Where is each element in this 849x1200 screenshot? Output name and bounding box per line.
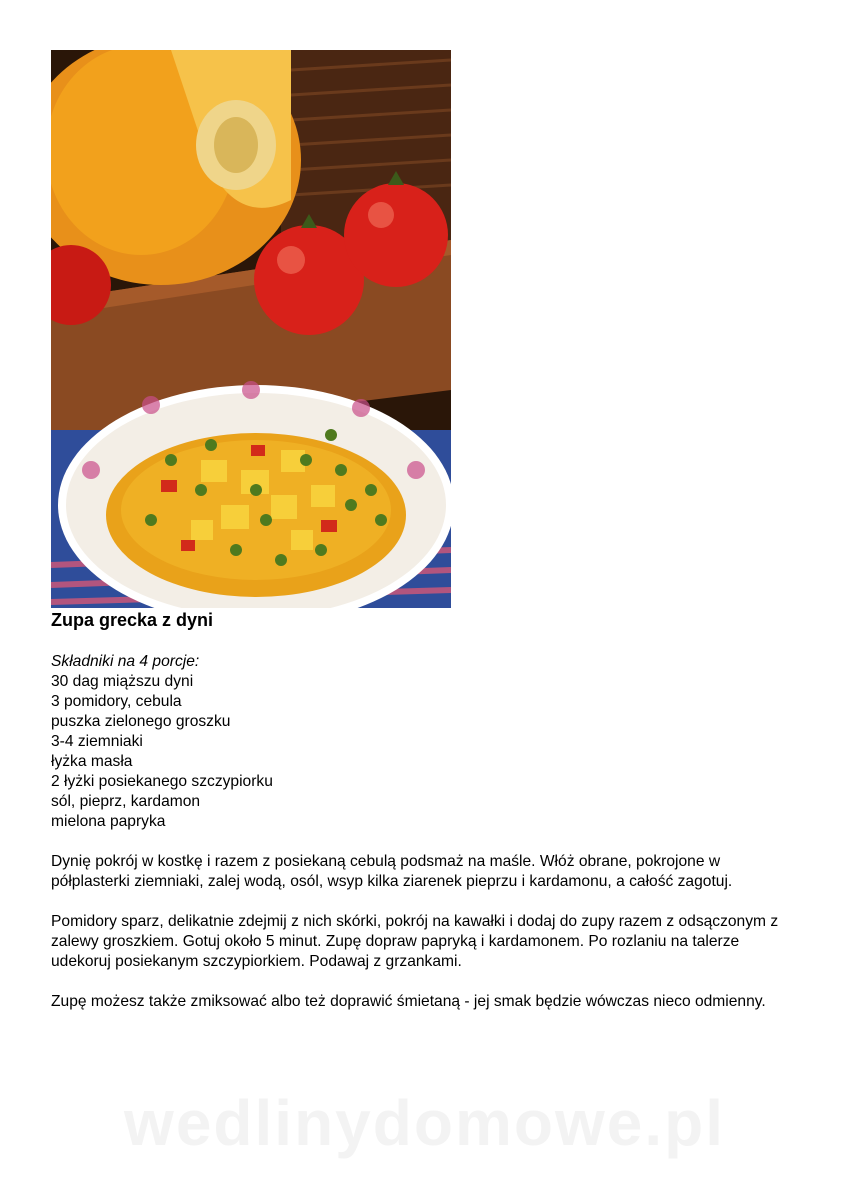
- ingredient-item: 3-4 ziemniaki: [51, 733, 143, 750]
- instructions-paragraph-1: Dynię pokrój w kostkę i razem z posiekaną cebulą podsmaż na maśle. Włóż obrane, pokrojone w półplasterki ziemniaki, zalej wodą, osól, wsyp kilka ziarenek pieprzu i kardamonu, a całość zagotuj.: [51, 853, 733, 890]
- soup-photo: [51, 50, 451, 608]
- ingredient-item: mielona papryka: [51, 813, 166, 830]
- instructions-paragraph-3: Zupę możesz także zmiksować albo też doprawić śmietaną - jej smak będzie wówczas nieco odmienny.: [51, 993, 766, 1010]
- ingredient-item: 3 pomidory, cebula: [51, 693, 182, 710]
- instructions-paragraph-2: Pomidory sparz, delikatnie zdejmij z nich skórki, pokrój na kawałki i dodaj do zupy razem z odsączonym z zalewy groszkiem. Gotuj około 5 minut. Zupę dopraw papryką i kardamonem. Po rozlaniu na talerze udekoruj posiekanym szczypiorkiem. Podawaj z grzankami.: [51, 913, 779, 970]
- ingredient-item: łyżka masła: [51, 753, 133, 770]
- ingredients-list: [51, 672, 791, 832]
- ingredient-item: sól, pieprz, kardamon: [51, 793, 201, 810]
- watermark: wedlinydomowe.pl: [124, 1087, 725, 1159]
- ingredient-item: puszka zielonego groszku: [51, 713, 231, 730]
- recipe-title: Zupa grecka z dyni: [51, 610, 214, 630]
- ingredient-item: 30 dag miąższu dyni: [51, 673, 194, 690]
- recipe-content: [51, 652, 791, 1012]
- ingredient-item: 2 łyżki posiekanego szczypiorku: [51, 773, 273, 790]
- ingredients-heading: Składniki na 4 porcje:: [51, 653, 200, 670]
